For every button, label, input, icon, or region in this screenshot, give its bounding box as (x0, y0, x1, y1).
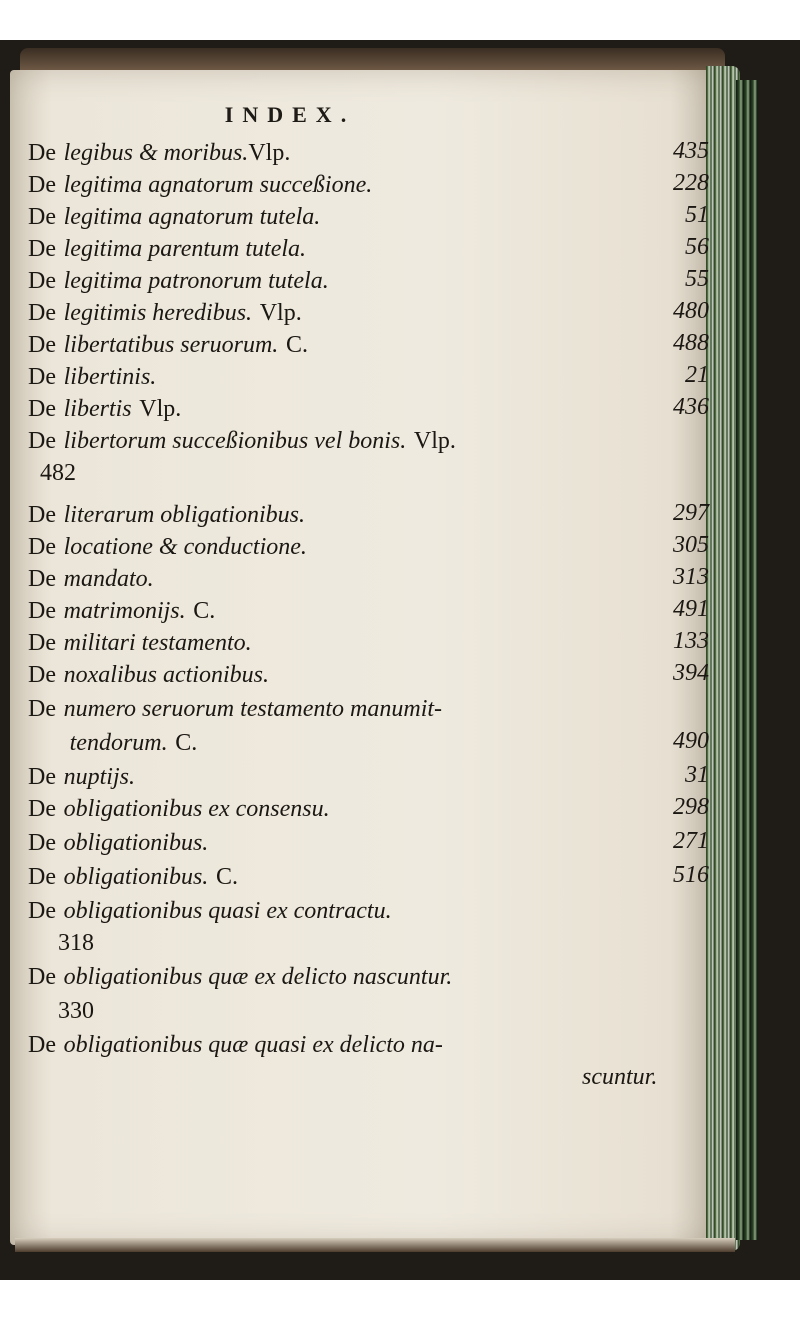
entry-title: obligationibus ex consensu. (63, 796, 330, 822)
entry-prefix: De (28, 796, 56, 822)
entry-title: mandato. (63, 566, 154, 592)
index-entry (28, 962, 713, 996)
entry-page: 516 (673, 862, 709, 888)
entry-prefix: De (28, 864, 56, 890)
entry-continuation (28, 728, 713, 762)
entry-title: obligationibus quæ ex delicto nascuntur. (63, 964, 453, 990)
entry-title: literarum obligationibus. (63, 502, 305, 528)
entry-page: 297 (673, 500, 709, 526)
entry-suffix: C. (215, 864, 238, 890)
index-entry (28, 1030, 713, 1064)
entry-title: matrimonijs. (63, 598, 186, 624)
entry-title: numero seruorum testamento manumit- (63, 696, 443, 722)
running-header: INDEX. (224, 102, 356, 127)
entry-page: 55 (685, 266, 709, 292)
index-entry (28, 862, 713, 896)
entry-title-continued (582, 1064, 657, 1091)
entry-title: libertatibus seruorum. (63, 332, 279, 358)
entry-prefix: De (28, 830, 56, 856)
entry-title: legitima patronorum tutela. (63, 268, 329, 294)
index-entry (28, 828, 713, 862)
entry-suffix: C. (285, 332, 308, 358)
entry-suffix: C. (193, 598, 216, 624)
entry-page: 21 (685, 362, 709, 388)
index-entry (28, 762, 713, 796)
index-entry (28, 596, 713, 630)
index-entry (28, 330, 713, 364)
entry-title-continued: tendorum. (69, 730, 168, 756)
index-entry (28, 362, 713, 396)
index-entry (28, 564, 713, 598)
entry-prefix: De (28, 630, 56, 656)
entry-page: 228 (673, 170, 709, 196)
entry-prefix: De (28, 502, 56, 528)
index-entry (28, 202, 713, 236)
index-entry (28, 794, 713, 828)
entry-title: legibus & moribus. (63, 140, 249, 166)
index-entry (28, 234, 713, 268)
entry-page: 490 (673, 728, 709, 754)
entry-page: 436 (673, 394, 709, 420)
entry-prefix: De (28, 364, 56, 390)
entry-suffix: Vlp. (139, 396, 182, 422)
index-entry (28, 394, 713, 428)
index-entry (28, 426, 713, 460)
entry-prefix: De (28, 598, 56, 624)
index-entry (28, 896, 713, 930)
entry-title: militari testamento. (63, 630, 252, 656)
entry-suffix: Vlp. (248, 140, 291, 166)
entry-title: obligationibus quasi ex contractu. (63, 898, 392, 924)
entry-page-continued: 330 (58, 998, 94, 1024)
entry-page: 51 (685, 202, 709, 228)
entry-title: legitima parentum tutela. (63, 236, 307, 262)
entry-page: 480 (673, 298, 709, 324)
entry-prefix: De (28, 662, 56, 688)
entry-prefix: De (28, 566, 56, 592)
entry-prefix: De (28, 764, 56, 790)
entry-page-continued: 482 (40, 460, 76, 486)
entry-prefix: De (28, 696, 56, 722)
entry-page: 488 (673, 330, 709, 356)
index-entry (28, 138, 713, 172)
entry-prefix: De (28, 332, 56, 358)
entry-prefix: De (28, 140, 56, 166)
entry-page: 313 (673, 564, 709, 590)
index-entry (28, 170, 713, 204)
entry-page: 305 (673, 532, 709, 558)
entry-suffix: Vlp. (413, 428, 456, 454)
entry-page: 435 (673, 138, 709, 164)
entry-page: 56 (685, 234, 709, 260)
entry-title: legitima agnatorum tutela. (63, 204, 321, 230)
entry-title: noxalibus actionibus. (63, 662, 269, 688)
entry-prefix: De (28, 898, 56, 924)
index-entry (28, 694, 713, 728)
entry-page: 133 (673, 628, 709, 654)
entry-title: locatione & conductione. (63, 534, 307, 560)
entry-title: libertorum succeßionibus vel bonis. (63, 428, 407, 454)
entry-title: libertis (63, 396, 132, 422)
entry-prefix: De (28, 964, 56, 990)
index-entry (28, 266, 713, 300)
index-entry (28, 532, 713, 566)
entry-title: libertinis. (63, 364, 157, 390)
entry-prefix: De (28, 396, 56, 422)
entry-prefix: De (28, 1032, 56, 1058)
index-entry (28, 660, 713, 694)
index-entry (28, 298, 713, 332)
entry-prefix: De (28, 534, 56, 560)
entry-title-continued-text: scuntur. (582, 1064, 658, 1090)
index-entry (28, 628, 713, 662)
entry-suffix: C. (175, 730, 198, 756)
entry-title: nuptijs. (63, 764, 135, 790)
entry-page: 491 (673, 596, 709, 622)
entry-prefix: De (28, 204, 56, 230)
entry-prefix: De (28, 428, 56, 454)
entry-title: obligationibus. (63, 864, 209, 890)
entry-title: legitimis heredibus. (63, 300, 253, 326)
entry-page: 31 (685, 762, 709, 788)
entry-prefix: De (28, 172, 56, 198)
entry-title: obligationibus. (63, 830, 209, 856)
entry-prefix: De (28, 268, 56, 294)
entry-page: 394 (673, 660, 709, 686)
index-entry (28, 500, 713, 534)
entry-page: 298 (673, 794, 709, 820)
entry-suffix: Vlp. (259, 300, 302, 326)
entry-title: legitima agnatorum succeßione. (63, 172, 373, 198)
entry-page-continued: 318 (58, 930, 94, 956)
entry-page: 271 (673, 828, 709, 854)
entry-prefix: De (28, 236, 56, 262)
entry-title: obligationibus quæ quasi ex delicto na- (63, 1032, 443, 1058)
entry-prefix: De (28, 300, 56, 326)
